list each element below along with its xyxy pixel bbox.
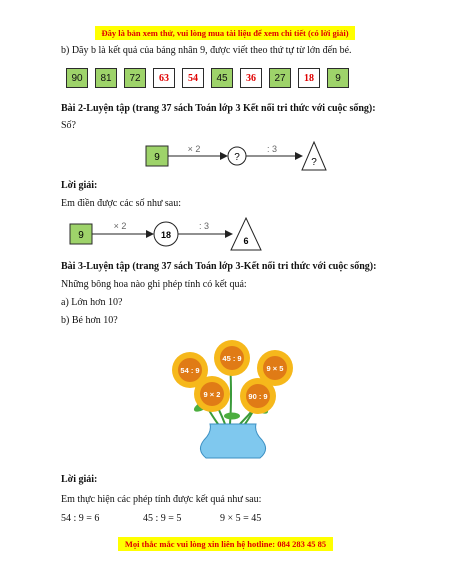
sequence-cell-answer: 54	[182, 68, 204, 88]
sequence-cell: 45	[211, 68, 233, 88]
start-value: 9	[154, 152, 160, 163]
hotline-banner: Mọi thắc mắc vui lòng xin liên hệ hotline: 084 283 45 85	[118, 537, 333, 551]
bai3-part-a: a) Lớn hơn 10?	[61, 297, 123, 308]
bai2-solution-text: Em điền được các số như sau:	[61, 198, 181, 209]
flower-2	[214, 340, 250, 376]
svg-text:9 × 5: 9 × 5	[266, 364, 284, 373]
bai2-question: Số?	[61, 120, 76, 131]
circle-value: 18	[160, 230, 172, 240]
bai3-question: Những bông hoa nào ghi phép tính có kết quả:	[61, 279, 247, 290]
bai3-solution-text: Em thực hiện các phép tính được kết quả như sau:	[61, 494, 262, 505]
result-1: 54 : 9 = 6	[61, 513, 100, 524]
sequence-cell: 81	[95, 68, 117, 88]
sequence-cell-answer: 36	[240, 68, 262, 88]
flow-diagram-answer	[62, 215, 272, 253]
flower-vase-illustration	[170, 336, 300, 462]
sequence-cell-answer: 18	[298, 68, 320, 88]
arrow-head	[146, 230, 154, 238]
result-2: 45 : 9 = 5	[143, 513, 182, 524]
preview-banner: Đây là bản xem thử, vui lòng mua tài liệu để xem chi tiết (có lời giải)	[95, 26, 355, 40]
sequence-cell: 9	[327, 68, 349, 88]
arrow-head	[295, 152, 303, 160]
sequence-cell: 27	[269, 68, 291, 88]
sequence-cell: 90	[66, 68, 88, 88]
result-3: 9 × 5 = 45	[220, 513, 262, 524]
bai3-title: Bài 3-Luyện tập (trang 37 sách Toán lớp 3-Kết nối tri thức với cuộc sống):	[61, 261, 377, 272]
operation-label: : 3	[266, 144, 278, 154]
arrow-head	[220, 152, 228, 160]
operation-label: : 3	[198, 221, 210, 231]
bai3-part-b: b) Bé hơn 10?	[61, 315, 118, 326]
svg-text:45 : 9: 45 : 9	[222, 354, 242, 363]
circle-value: ?	[234, 152, 240, 163]
svg-text:9 × 2: 9 × 2	[203, 390, 221, 399]
flow-diagram-question	[140, 138, 330, 174]
vase	[200, 424, 265, 458]
svg-text:54 : 9: 54 : 9	[180, 366, 200, 375]
start-value: 9	[78, 230, 84, 241]
sequence-cell-answer: 63	[153, 68, 175, 88]
operation-label: × 2	[113, 221, 127, 231]
triangle-value: ?	[311, 157, 317, 168]
bai2-solution-label: Lời giải:	[61, 180, 98, 191]
operation-label: × 2	[187, 144, 201, 154]
part-b-text: b) Dãy b là kết quả của bảng nhân 9, được viết theo thứ tự từ lớn đến bé.	[61, 45, 352, 56]
bai3-solution-label: Lời giải:	[61, 474, 98, 485]
flower-4	[194, 376, 230, 412]
sequence-cell: 72	[124, 68, 146, 88]
leaf	[224, 413, 240, 420]
triangle-value: 6	[243, 236, 249, 246]
bai2-title: Bài 2-Luyện tập (trang 37 sách Toán lớp 3 Kết nối tri thức với cuộc sống):	[61, 103, 376, 114]
arrow-head	[225, 230, 233, 238]
flower-5	[240, 378, 276, 414]
number-sequence	[66, 68, 349, 88]
svg-text:90 : 9: 90 : 9	[248, 392, 268, 401]
